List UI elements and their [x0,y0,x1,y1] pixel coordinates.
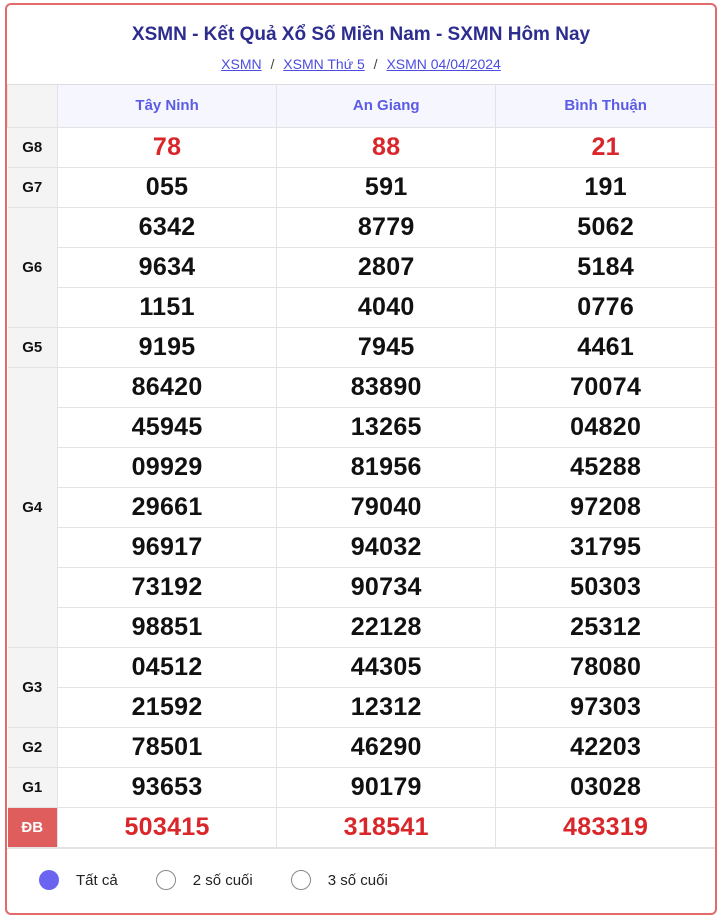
results-table [7,85,715,848]
prize-number: 44305 [277,647,496,687]
prize-number: 70074 [496,367,715,407]
prize-number: 78080 [496,647,715,687]
prize-row [8,487,716,527]
prize-number: 90734 [277,567,496,607]
prize-label: G1 [8,767,58,807]
prize-number: 31795 [496,527,715,567]
prize-number: 42203 [496,727,715,767]
prize-number: 191 [496,167,715,207]
radio-unselected-icon[interactable] [291,870,311,890]
prize-number: 50303 [496,567,715,607]
prize-row [8,407,716,447]
prize-row [8,727,716,767]
prize-number: 96917 [58,527,277,567]
filter-label: 2 số cuối [192,871,253,889]
prize-number: 90179 [277,767,496,807]
prize-number: 04820 [496,407,715,447]
prize-number: 04512 [58,647,277,687]
prize-number: 2807 [277,247,496,287]
prize-number: 7945 [277,327,496,367]
prize-number: 29661 [58,487,277,527]
prize-number: 318541 [277,807,496,847]
prize-number: 6342 [58,207,277,247]
prize-row [8,127,716,167]
prize-number: 46290 [277,727,496,767]
province-header[interactable]: Bình Thuận [496,85,715,127]
prize-row [8,367,716,407]
prize-number: 94032 [277,527,496,567]
prize-label: G3 [8,647,58,727]
province-header[interactable]: Tây Ninh [58,85,277,127]
results-card [5,3,717,915]
prize-number: 86420 [58,367,277,407]
prize-number: 83890 [277,367,496,407]
breadcrumb-link-date[interactable]: XSMN 04/04/2024 [386,56,501,72]
prize-row [8,447,716,487]
prize-number: 4461 [496,327,715,367]
prize-number: 8779 [277,207,496,247]
prize-number: 4040 [277,287,496,327]
prize-number: 93653 [58,767,277,807]
breadcrumb-separator: / [270,56,275,72]
prize-number: 591 [277,167,496,207]
prize-number: 73192 [58,567,277,607]
filter-option-last-2[interactable] [156,870,253,890]
province-header-row [8,85,716,127]
prize-number: 21 [496,127,715,167]
prize-number: 45288 [496,447,715,487]
digit-filter-group [7,848,715,912]
prize-column-header [8,85,58,127]
prize-number: 13265 [277,407,496,447]
prize-number: 03028 [496,767,715,807]
prize-number: 9195 [58,327,277,367]
prize-number: 97208 [496,487,715,527]
prize-number: 12312 [277,687,496,727]
prize-row [8,607,716,647]
page-title: XSMN - Kết Quả Xổ Số Miền Nam - SXMN Hôm Nay [131,24,591,45]
prize-row [8,207,716,247]
prize-number: 5062 [496,207,715,247]
prize-row [8,327,716,367]
prize-number: 0776 [496,287,715,327]
radio-unselected-icon[interactable] [156,870,176,890]
prize-row [8,167,716,207]
prize-row [8,767,716,807]
prize-label: G6 [8,207,58,327]
prize-row [8,687,716,727]
prize-row [8,287,716,327]
filter-label: 3 số cuối [327,871,388,889]
filter-option-last-3[interactable] [291,870,388,890]
prize-number: 25312 [496,607,715,647]
prize-label: G2 [8,727,58,767]
prize-number: 78501 [58,727,277,767]
prize-number: 22128 [277,607,496,647]
prize-number: 21592 [58,687,277,727]
prize-number: 1151 [58,287,277,327]
prize-number: 79040 [277,487,496,527]
prize-number: 88 [277,127,496,167]
prize-label: G7 [8,167,58,207]
prize-number: 503415 [58,807,277,847]
prize-number: 483319 [496,807,715,847]
breadcrumb-separator: / [373,56,378,72]
breadcrumb-link-xsmn[interactable]: XSMN [221,56,262,72]
breadcrumb-link-weekday[interactable]: XSMN Thứ 5 [283,56,365,72]
filter-label: Tất cả [76,871,118,889]
prize-label: ĐB [8,807,58,847]
prize-number: 09929 [58,447,277,487]
filter-option-all[interactable] [39,870,118,890]
prize-label: G8 [8,127,58,167]
prize-number: 78 [58,127,277,167]
prize-number: 055 [58,167,277,207]
results-header [7,5,715,85]
prize-number: 9634 [58,247,277,287]
results-body [8,127,716,847]
prize-row [8,527,716,567]
prize-number: 97303 [496,687,715,727]
prize-label: G5 [8,327,58,367]
province-header[interactable]: An Giang [277,85,496,127]
prize-number: 5184 [496,247,715,287]
prize-row [8,647,716,687]
prize-label: G4 [8,367,58,647]
prize-row [8,807,716,847]
prize-row [8,567,716,607]
prize-number: 98851 [58,607,277,647]
breadcrumb [7,55,715,73]
prize-row [8,247,716,287]
prize-number: 81956 [277,447,496,487]
prize-number: 45945 [58,407,277,447]
radio-selected-icon[interactable] [39,870,59,890]
